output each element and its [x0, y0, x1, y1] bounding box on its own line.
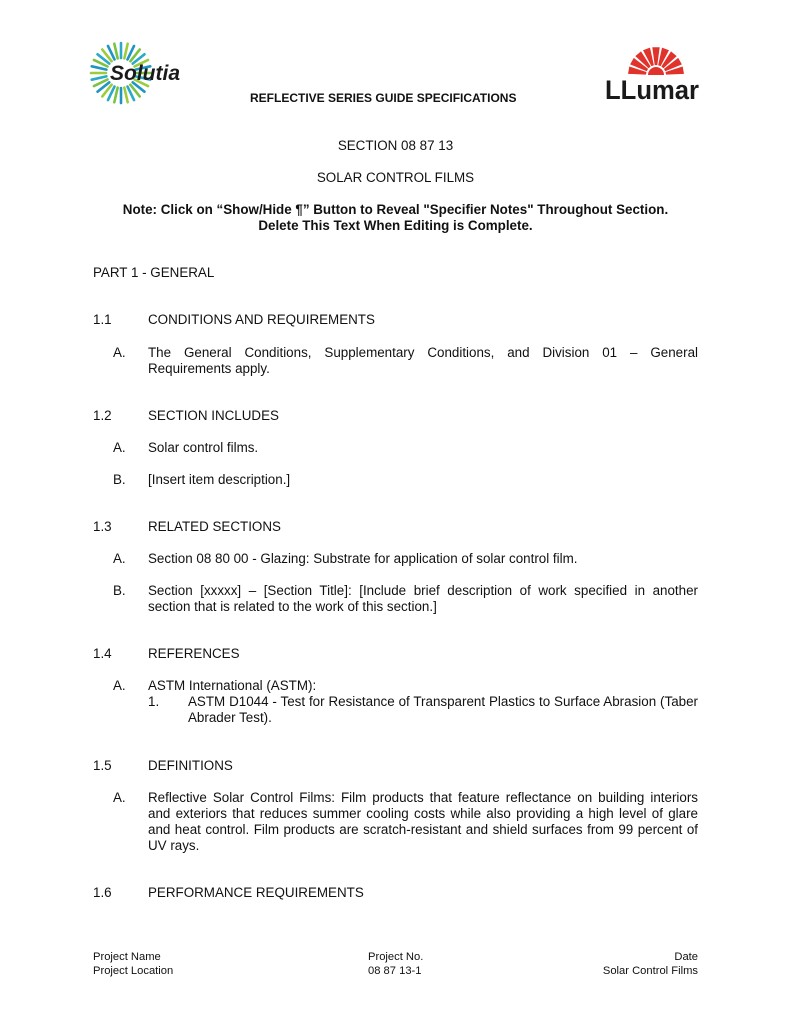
- item-letter: A.: [113, 678, 126, 693]
- item-text: Section 08 80 00 - Glazing: Substrate for application of solar control film.: [148, 551, 578, 566]
- section-number: SECTION 08 87 13: [337, 138, 454, 153]
- item-text: ASTM International (ASTM):: [148, 678, 317, 693]
- solutia-sunburst-icon: [88, 40, 200, 106]
- item-letter: A.: [113, 440, 126, 455]
- footer-project-no-label: Project No.: [368, 951, 424, 963]
- article-title: PERFORMANCE REQUIREMENTS: [148, 885, 364, 900]
- article-title: RELATED SECTIONS: [148, 519, 281, 534]
- article-number: 1.5: [93, 758, 112, 773]
- part-heading: PART 1 - GENERAL: [93, 265, 215, 280]
- item-letter: A.: [113, 345, 126, 360]
- footer-section-title: Solar Control Films: [602, 965, 698, 977]
- llumar-logo: [603, 45, 701, 103]
- item-text: The General Conditions, Supplementary Conditions, and Division 01 – General Requirements apply.: [148, 345, 698, 376]
- article-title: DEFINITIONS: [148, 758, 233, 773]
- footer-center: [368, 950, 423, 978]
- item-letter: B.: [113, 472, 126, 487]
- solutia-logo-text: Solutia: [110, 62, 181, 85]
- article-number: 1.3: [93, 519, 112, 534]
- item-letter: A.: [113, 790, 126, 805]
- article-number: 1.2: [93, 408, 112, 423]
- article-number: 1.4: [93, 646, 112, 661]
- footer-right: [548, 950, 698, 978]
- solutia-logo: [88, 40, 200, 106]
- guide-title: REFLECTIVE SERIES GUIDE SPECIFICATIONS: [250, 91, 517, 105]
- item-text: [Insert item description.]: [148, 472, 291, 487]
- section-title: SOLAR CONTROL FILMS: [316, 170, 475, 185]
- footer-project-name: Project Name: [93, 951, 161, 963]
- item-text: Section [xxxxx] – [Section Title]: [Include brief description of work specified in another section that is related to the work of this section.]: [148, 583, 698, 614]
- article-title: SECTION INCLUDES: [148, 408, 279, 423]
- article-title: CONDITIONS AND REQUIREMENTS: [148, 312, 375, 327]
- article-title: REFERENCES: [148, 646, 240, 661]
- specifier-note-line-1: Note: Click on “Show/Hide ¶” Button to Reveal "Specifier Notes" Throughout Section.: [122, 202, 669, 217]
- item-text: Solar control films.: [148, 440, 259, 455]
- llumar-sunrise-icon: [603, 45, 701, 103]
- footer-page-number: 08 87 13-1: [368, 965, 422, 977]
- footer-date: Date: [674, 951, 698, 963]
- item-letter: B.: [113, 583, 126, 598]
- footer-project-location: Project Location: [93, 965, 174, 977]
- subitem-number: 1.: [148, 694, 160, 709]
- llumar-logo-text: LLumar: [605, 75, 700, 103]
- article-number: 1.1: [93, 312, 112, 327]
- subitem-text: ASTM D1044 - Test for Resistance of Transparent Plastics to Surface Abrasion (Taber Abrader Test).: [188, 694, 698, 725]
- item-text: Reflective Solar Control Films: Film products that feature reflectance on building interiors and exteriors that reduces summer cooling costs while also providing a high level of glare and heat control. Film products are scratch-resistant and shield surfaces from 99 percent of UV rays.: [148, 790, 698, 853]
- specifier-note-line-2: Delete This Text When Editing is Complete.: [258, 218, 533, 233]
- article-number: 1.6: [93, 885, 112, 900]
- item-letter: A.: [113, 551, 126, 566]
- footer-left: [93, 950, 173, 978]
